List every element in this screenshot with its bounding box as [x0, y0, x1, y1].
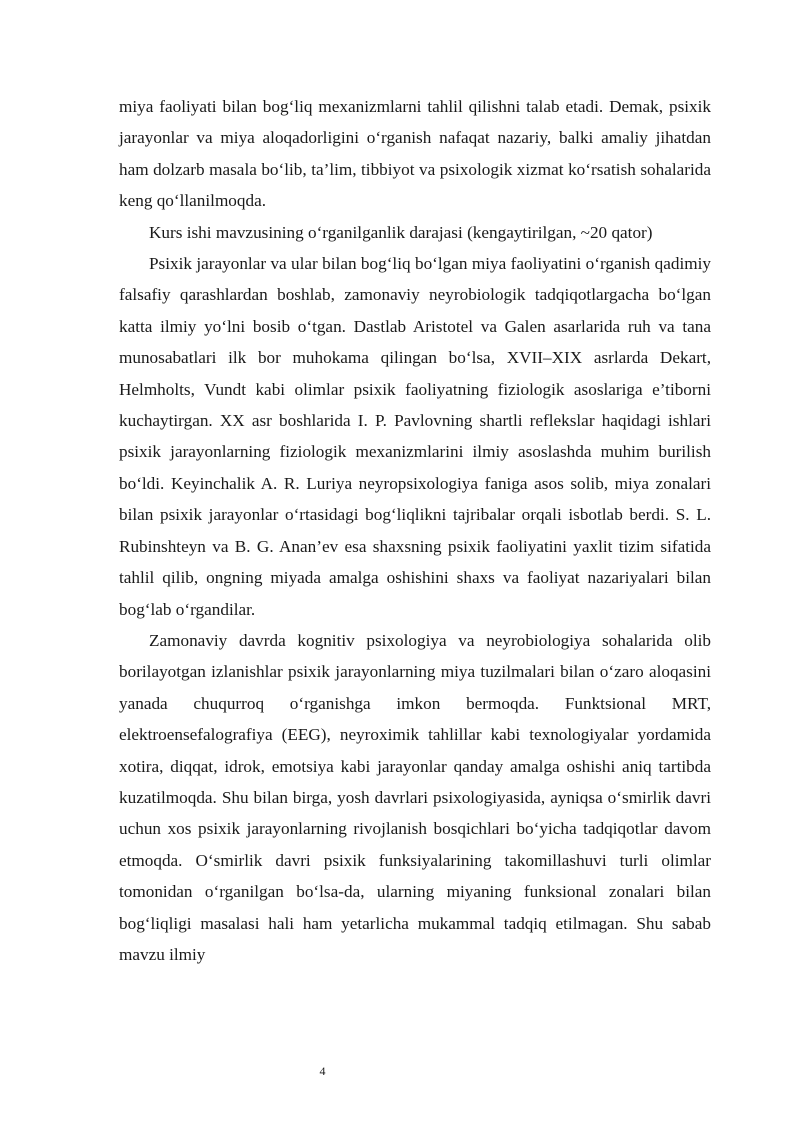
- page-number: 4: [319, 1064, 326, 1078]
- section-heading: Kurs ishi mavzusining o‘rganilganlik darajasi (kengaytirilgan, ~20 qator): [149, 222, 653, 242]
- body-text: [119, 91, 711, 970]
- paragraph-continuation: miya faoliyati bilan bog‘liq mexanizmlarni tahlil qilishni talab etadi. Demak, psixik jarayonlar va miya aloqadorligini o‘rganish nafaqat nazariy, balki amaliy jihatdan ham dolzarb masala bo‘lib, ta’lim, tibbiyot va psixologik xizmat ko‘rsatish sohalarida keng qo‘llanilmoqda.: [119, 97, 711, 211]
- paragraph-history: Psixik jarayonlar va ular bilan bog‘liq bo‘lgan miya faoliyatini o‘rganish qadimiy falsafiy qarashlardan boshlab, zamonaviy neyrobiologik tadqiqotlargacha bo‘lgan katta ilmiy yo‘lni bosib o‘tgan. Dastlab Aristotel va Galen asarlarida ruh va tana munosabatlari ilk bor muhokama qilingan bo‘lsa, XVII–XIX asrlarda Dekart, Helmholts, Vundt kabi olimlar psixik faoliyatning fiziologik asoslariga e’tiborni kuchaytirgan. XX asr boshlarida I. P. Pavlovning shartli reflekslar haqidagi ishlari psixik jarayonlarning fiziologik mexanizmlarini ilmiy asoslashda muhim burilish bo‘ldi. Keyinchalik A. R. Luriya neyropsixologiya faniga asos solib, miya zonalari bilan psixik jarayonlar o‘rtasidagi bog‘liqlikni tajribalar orqali isbotlab berdi. S. L. Rubinshteyn va B. G. Anan’ev esa shaxsning psixik faoliyatini yaxlit tizim sifatida tahlil qilib, ongning miyada amalga oshishini shaxs va faoliyat nazariyalari bilan bog‘lab o‘rgandilar.: [119, 254, 711, 619]
- paragraph-modern-research: Zamonaviy davrda kognitiv psixologiya va neyrobiologiya sohalarida olib borilayotgan izlanishlar psixik jarayonlarning miya tuzilmalari bilan o‘zaro aloqasini yanada chuqurroq o‘rganishga imkon bermoqda. Funktsional MRT, elektroensefalografiya (EEG), neyroximik tahlillar kabi texnologiyalar yordamida xotira, diqqat, idrok, emotsiya kabi jarayonlar qanday amalga oshishi aniq tartibda kuzatilmoqda. Shu bilan birga, yosh davrlari psixologiyasida, ayniqsa o‘smirlik davri uchun xos psixik jarayonlarning rivojlanish bosqichlari bo‘yicha tadqiqotlar davom etmoqda. O‘smirlik davri psixik funksiyalarining takomillashuvi turli olimlar tomonidan o‘rganilgan bo‘lsa-da, ularning miyaning funksional zonalari bilan bog‘liqligi masalasi hali ham yetarlicha mukammal tadqiq etilmagan. Shu sabab mavzu ilmiy: [119, 630, 711, 964]
